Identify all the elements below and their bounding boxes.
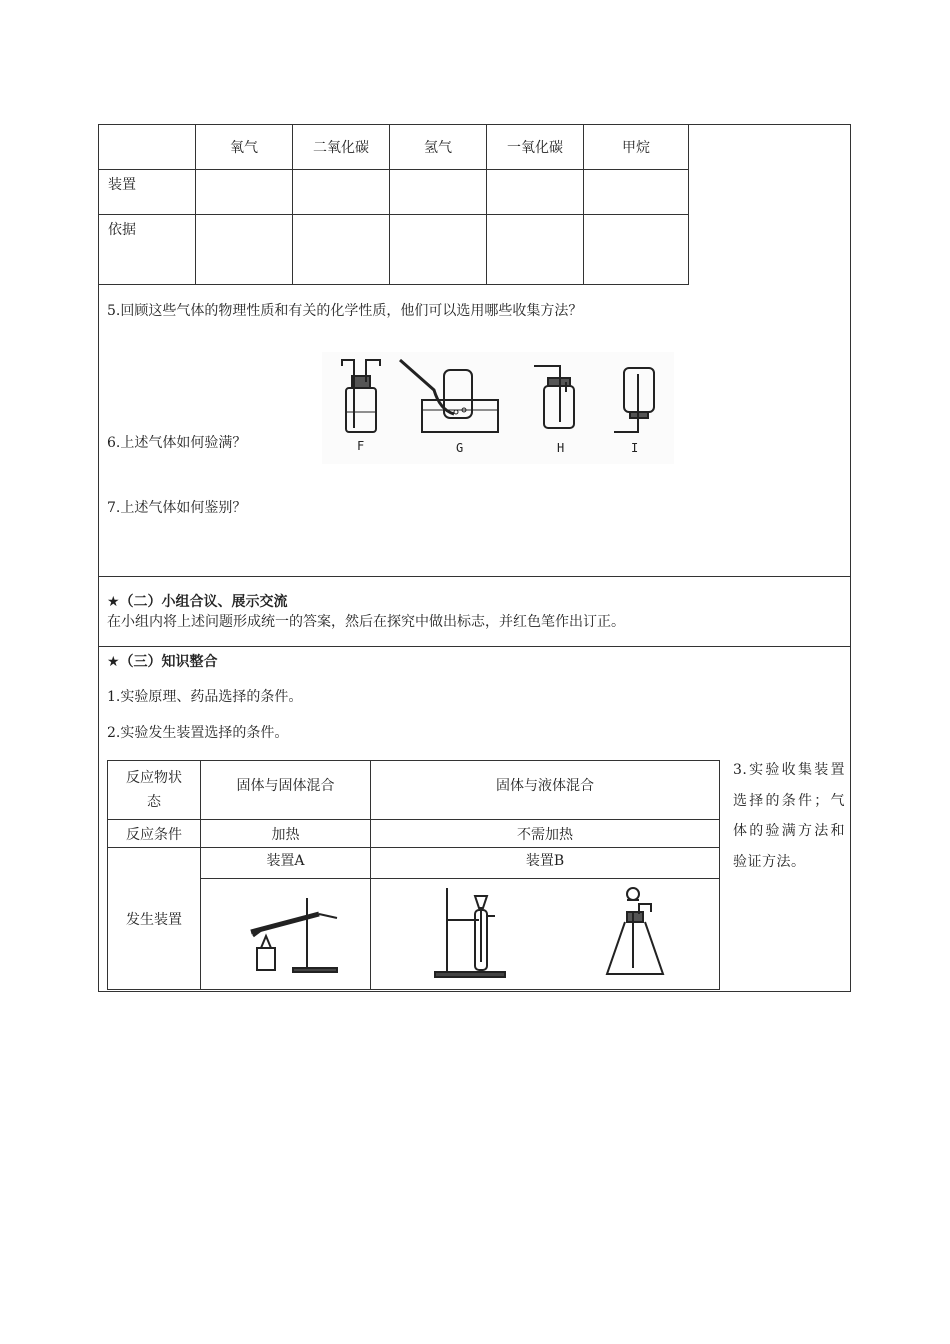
table-cell — [584, 170, 689, 215]
table-row — [108, 848, 720, 879]
gas-collection-figure — [322, 352, 674, 464]
row-label-reactant-state-line2: 态 — [147, 794, 161, 810]
cell-no-heating: 不需加热 — [371, 820, 720, 848]
table-cell — [196, 215, 293, 285]
row-label-device: 装置 — [99, 170, 196, 215]
cell-device-b: 装置B — [371, 848, 720, 879]
section3-side-note: 3.实验收集装置选择的条件；气体的验满方法和验证方法。 — [733, 762, 845, 870]
gas-table-header-row — [99, 125, 689, 170]
table-row — [99, 215, 689, 285]
label-f: F — [357, 439, 365, 453]
table-cell — [390, 215, 487, 285]
table-row — [99, 170, 689, 215]
header-methane: 甲烷 — [584, 125, 689, 170]
header-oxygen: 氧气 — [196, 125, 293, 170]
cell-device-a-image — [201, 879, 371, 990]
question-7: 7.上述气体如何鉴别？ — [107, 500, 247, 516]
row-label-reactant-state-line1: 反应物状 — [126, 770, 182, 786]
question-5: 5.回顾这些气体的物理性质和有关的化学性质，他们可以选用哪些收集方法？ — [107, 303, 583, 319]
table-cell — [293, 170, 390, 215]
section2-text: 在小组内将上述问题形成统一的答案，然后在探究中做出标志，并红色笔作出订正。 — [107, 614, 625, 630]
gas-table-corner — [99, 125, 196, 170]
section3-item1: 1.实验原理、药品选择的条件。 — [107, 689, 303, 705]
section3-title: ★（三）知识整合 — [107, 654, 218, 670]
cell-heating: 加热 — [201, 820, 371, 848]
gas-table — [98, 124, 689, 285]
table-cell — [487, 170, 584, 215]
header-hydrogen: 氢气 — [390, 125, 487, 170]
section2-title: ★（二）小组合议、展示交流 — [107, 594, 288, 610]
heating-apparatus-icon — [231, 890, 341, 974]
row-label-generator: 发生装置 — [108, 848, 201, 990]
header-carbon-monoxide: 一氧化碳 — [487, 125, 584, 170]
table-row — [108, 820, 720, 848]
cell-device-a: 装置A — [201, 848, 371, 879]
cell-solid-liquid: 固体与液体混合 — [371, 761, 720, 820]
label-h: H — [557, 441, 565, 455]
label-g: G — [456, 441, 464, 455]
table-cell — [487, 215, 584, 285]
table-cell — [390, 170, 487, 215]
reaction-table — [107, 760, 720, 990]
table-cell — [196, 170, 293, 215]
table-row — [108, 761, 720, 820]
header-carbon-dioxide: 二氧化碳 — [293, 125, 390, 170]
table-cell — [584, 215, 689, 285]
section3-item2: 2.实验发生装置选择的条件。 — [107, 725, 289, 741]
divider — [98, 646, 851, 647]
row-label-condition: 反应条件 — [108, 820, 201, 848]
row-label-basis: 依据 — [99, 215, 196, 285]
cell-solid-solid: 固体与固体混合 — [201, 761, 371, 820]
row-label-reactant-state — [108, 761, 201, 820]
liquid-solid-apparatus-icon — [375, 882, 715, 982]
cell-device-b-image — [371, 879, 720, 990]
table-cell — [293, 215, 390, 285]
divider — [98, 576, 851, 577]
label-i: I — [631, 441, 639, 455]
question-6: 6.上述气体如何验满？ — [107, 435, 247, 451]
